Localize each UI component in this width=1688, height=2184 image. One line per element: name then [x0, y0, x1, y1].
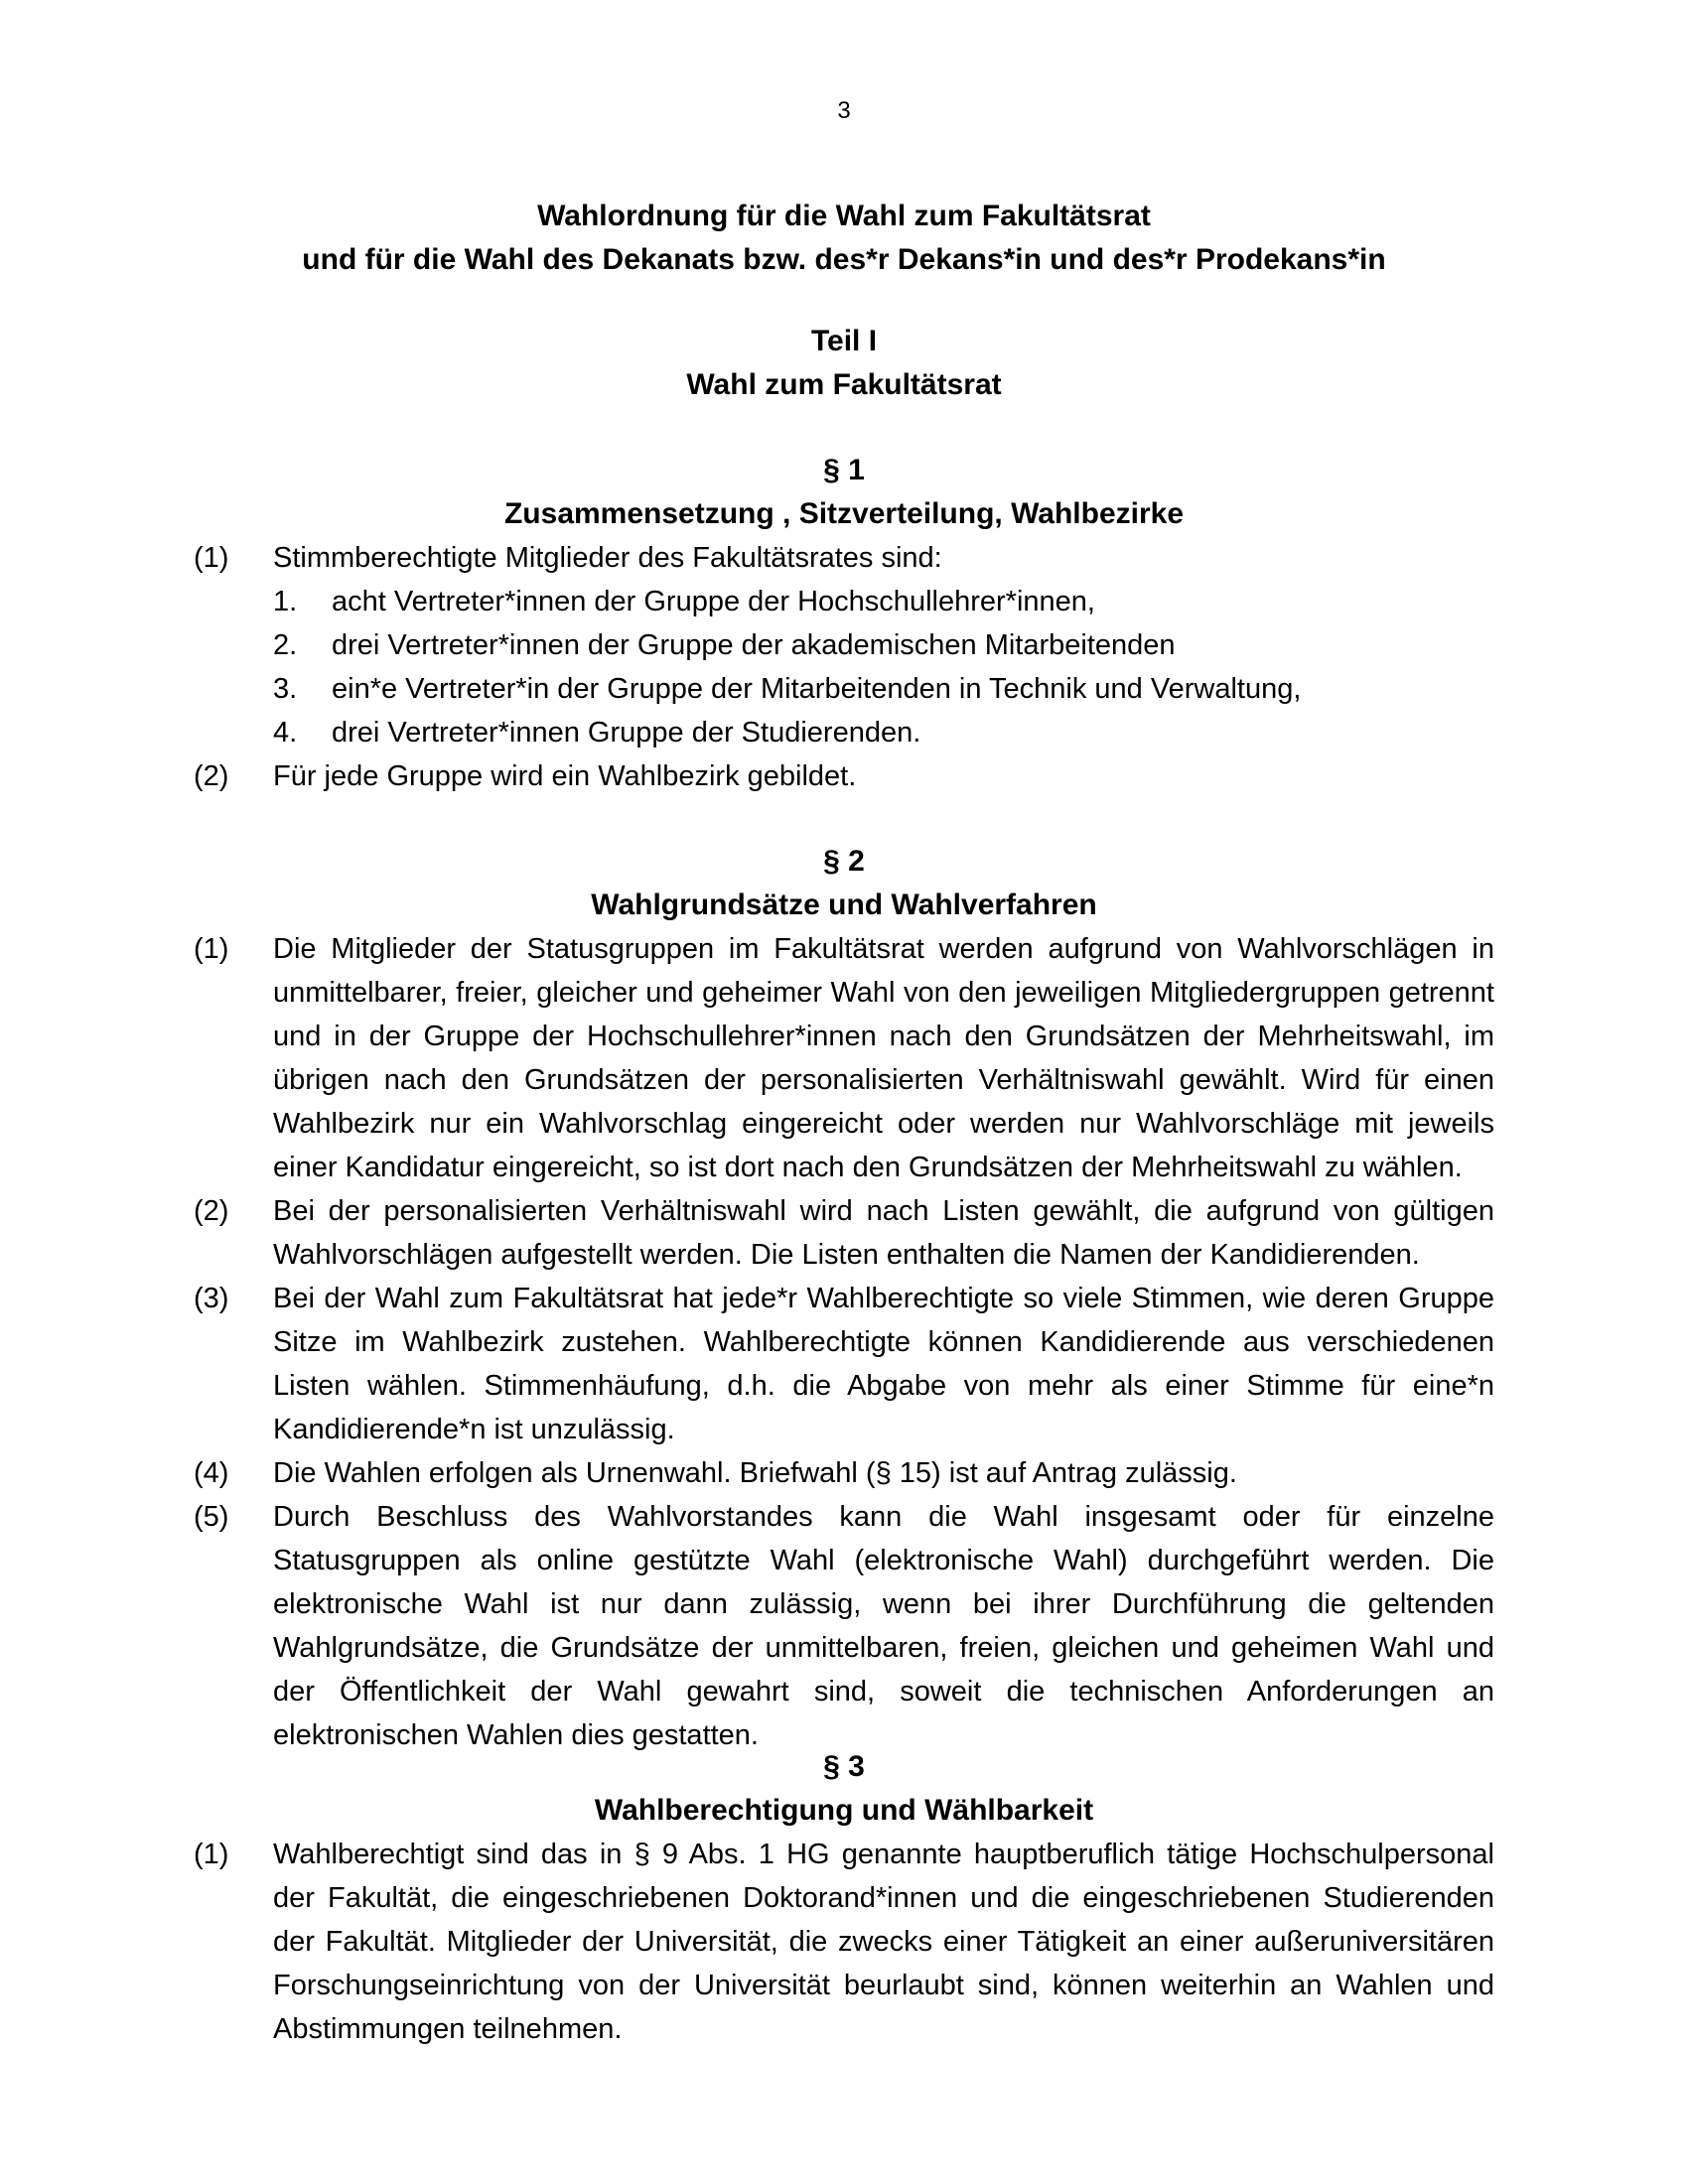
- clause-number: (2): [194, 1195, 229, 1227]
- clause-number: (2): [194, 760, 229, 792]
- list-item-number: 2.: [273, 629, 298, 661]
- section-3-clause-1: [194, 1833, 1504, 2051]
- list-item-number: 1.: [273, 586, 298, 617]
- section-1-clause-1: [194, 536, 1504, 580]
- clause-text: Bei der personalisierten Verhältniswahl wird nach Listen gewählt, die aufgrund von gültigen Wahlvorschlägen aufgestellt werden. Die Listen enthalten die Namen der Kandidierenden.: [273, 1195, 1494, 1271]
- clause-text: Die Wahlen erfolgen als Urnenwahl. Briefwahl (§ 15) ist auf Antrag zulässig.: [273, 1457, 1237, 1489]
- list-item: [273, 667, 1504, 711]
- list-item-text: ein*e Vertreter*in der Gruppe der Mitarbeitenden in Technik und Verwaltung,: [332, 673, 1302, 705]
- list-item: [273, 580, 1504, 623]
- list-item-number: 4.: [273, 717, 298, 749]
- clause-number: (4): [194, 1457, 229, 1489]
- document-title: [0, 195, 1688, 282]
- list-item-text: drei Vertreter*innen der Gruppe der akademischen Mitarbeitenden: [332, 629, 1176, 661]
- section-1-number: § 1: [823, 454, 865, 486]
- section-3-number: § 3: [823, 1750, 865, 1783]
- clause-text: Bei der Wahl zum Fakultätsrat hat jede*r Wahlberechtigte so viele Stimmen, wie deren Gruppe Sitze im Wahlbezirk zustehen. Wahlberechtigte können Kandidierende aus verschiedenen Listen wählen. Stimmenhäufung, d.h. die Abgabe von mehr als einer Stimme für eine*n Kandidierende*n ist unzulässig.: [273, 1283, 1494, 1445]
- section-2-clause-1: [194, 927, 1504, 1189]
- section-2-clause-5: [194, 1495, 1504, 1757]
- list-item: [273, 623, 1504, 667]
- clause-number: (1): [194, 1839, 229, 1870]
- section-2-number: § 2: [823, 845, 865, 878]
- section-1-clause-2: [194, 754, 1504, 798]
- section-2-clause-3: [194, 1277, 1504, 1451]
- section-2-clause-2: [194, 1189, 1504, 1277]
- clause-number: (3): [194, 1283, 229, 1314]
- part-label: Teil I: [810, 325, 878, 357]
- clause-number: (1): [194, 933, 229, 965]
- section-3-title: Wahlberechtigung und Wählbarkeit: [594, 1794, 1094, 1827]
- section-2-title: Wahlgrundsätze und Wahlverfahren: [591, 888, 1097, 921]
- page-number: 3: [837, 97, 851, 124]
- clause-text: Wahlberechtigt sind das in § 9 Abs. 1 HG genannte hauptberuflich tätige Hochschulpersonal der Fakultät, die eingeschriebenen Doktorand*innen und die eingeschriebenen Studierenden der Fakultät. Mitglieder der Universität, die zwecks einer Tätigkeit an einer außeruniversitären Forschungseinrichtung von der Universität beurlaubt sind, können weiterhin an Wahlen und Abstimmungen teilnehmen.: [273, 1839, 1494, 2045]
- clause-text: Die Mitglieder der Statusgruppen im Fakultätsrat werden aufgrund von Wahlvorschlägen in unmittelbarer, freier, gleicher und geheimer Wahl von den jeweiligen Mitgliedergruppen getrennt und in der Gruppe der Hochschullehrer*innen nach den Grundsätzen der Mehrheitswahl, im übrigen nach den Grundsätzen der personalisierten Verhältniswahl gewählt. Wird für einen Wahlbezirk nur ein Wahlvorschlag eingereicht oder werden nur Wahlvorschläge mit jeweils einer Kandidatur eingereicht, so ist dort nach den Grundsätzen der Mehrheitswahl zu wählen.: [273, 933, 1494, 1183]
- list-item-text: acht Vertreter*innen der Gruppe der Hochschullehrer*innen,: [332, 586, 1095, 617]
- section-1-title: Zusammensetzung , Sitzverteilung, Wahlbezirke: [503, 497, 1185, 530]
- clause-text: Durch Beschluss des Wahlvorstandes kann die Wahl insgesamt oder für einzelne Statusgruppen als online gestützte Wahl (elektronische Wahl) durchgeführt werden. Die elektronische Wahl ist nur dann zulässig, wenn bei ihrer Durchführung die geltenden Wahlgrundsätze, die Grundsätze der unmittelbaren, freien, gleichen und geheimen Wahl und der Öffentlichkeit der Wahl gewahrt sind, soweit die technischen Anforderungen an elektronischen Wahlen dies gestatten.: [273, 1501, 1494, 1751]
- clause-text: Für jede Gruppe wird ein Wahlbezirk gebildet.: [273, 760, 857, 792]
- clause-number: (5): [194, 1501, 229, 1533]
- clause-text: Stimmberechtigte Mitglieder des Fakultätsrates sind:: [273, 542, 942, 574]
- list-item-text: drei Vertreter*innen Gruppe der Studierenden.: [332, 717, 921, 749]
- document-title-line-1: Wahlordnung für die Wahl zum Fakultätsrat: [537, 200, 1151, 232]
- list-item: [273, 711, 1504, 754]
- section-2-clause-4: [194, 1451, 1504, 1495]
- clause-number: (1): [194, 542, 229, 574]
- list-item-number: 3.: [273, 673, 298, 705]
- part-title: Wahl zum Fakultätsrat: [686, 368, 1002, 401]
- document-title-line-2: und für die Wahl des Dekanats bzw. des*r Dekans*in und des*r Prodekans*in: [302, 243, 1386, 276]
